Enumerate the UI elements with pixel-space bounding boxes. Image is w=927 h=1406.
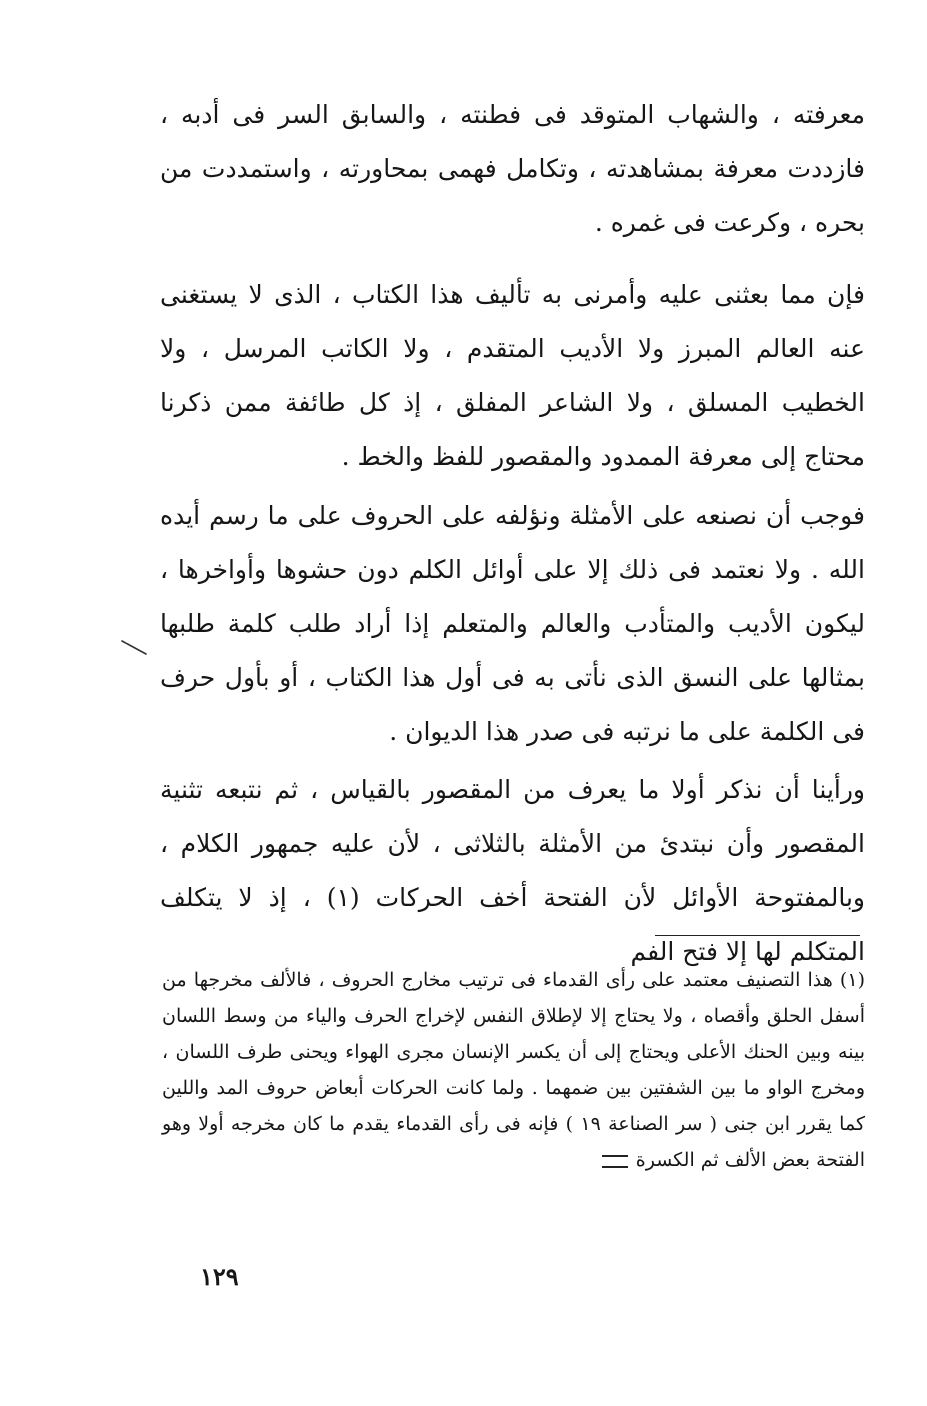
footnote xyxy=(162,962,865,1178)
paragraph-2: فإن مما بعثنى عليه وأمرنى به تأليف هذا الكتاب ، الذى لا يستغنى عنه العالم المبرز ولا الأديب المتقدم ، ولا الكاتب المرسل ، ولا الخطيب المسلق ، ولا الشاعر المفلق ، إذ كل طائفة ممن ذكرنا محتاج إلى معرفة الممدود والمقصور للفظ والخط . xyxy=(160,280,865,471)
paragraph-3: فوجب أن نصنعه على الأمثلة ونؤلفه على الحروف على ما رسم أيده الله . ولا نعتمد فى ذلك إلا على أوائل الكلم دون حشوها وأواخرها ، ليكون الأديب والمتأدب والعالم والمتعلم إذا أراد طلب كلمة طلبها بمثالها على النسق الذى نأتى به فى أول هذا الكتاب ، أو بأول حرف فى الكلمة على ما نرتبه فى صدر هذا الديوان . xyxy=(160,501,865,746)
page-number: ١٢٩ xyxy=(200,1262,239,1291)
paragraph-1: معرفته ، والشهاب المتوقد فى فطنته ، والسابق السر فى أدبه ، فازددت معرفة بمشاهدته ، وتكامل فهمى بمحاورته ، واستمددت من بحره ، وكرعت فى غمره . xyxy=(160,100,865,237)
footnote-continuation-mark xyxy=(602,1155,628,1168)
footnote-text: (١) هذا التصنيف معتمد على رأى القدماء فى ترتيب مخارج الحروف ، فالألف مخرجها من أسفل الحلق وأقصاه ، ولا يحتاج إلا لإطلاق النفس لإخراج الحرف والياء من وسط اللسان بينه وبين الحنك الأعلى ويحتاج إلى أن يكسر الإنسان مجرى الهواء ويحنى طرف اللسان ، ومخرج الواو ما بين الشفتين بين ضمهما . ولما كانت الحركات أبعاض حروف المد واللين كما يقرر ابن جنى ( سر الصناعة ١٩ ) فإنه فى رأى القدماء يقدم ما كان مخرجه أولا وهو الفتحة بعض الألف ثم الكسرة xyxy=(162,969,866,1171)
paragraph-4: ورأينا أن نذكر أولا ما يعرف من المقصور بالقياس ، ثم نتبعه تثنية المقصور وأن نبتدئ من الأمثلة بالثلاثى ، لأن عليه جمهور الكلام ، وبالمفتوحة الأوائل لأن الفتحة أخف الحركات (١) ، إذ لا يتكلف المتكلم لها إلا فتح الفم xyxy=(160,775,865,966)
margin-pencil-mark xyxy=(120,638,150,660)
footnote-separator xyxy=(655,935,860,936)
